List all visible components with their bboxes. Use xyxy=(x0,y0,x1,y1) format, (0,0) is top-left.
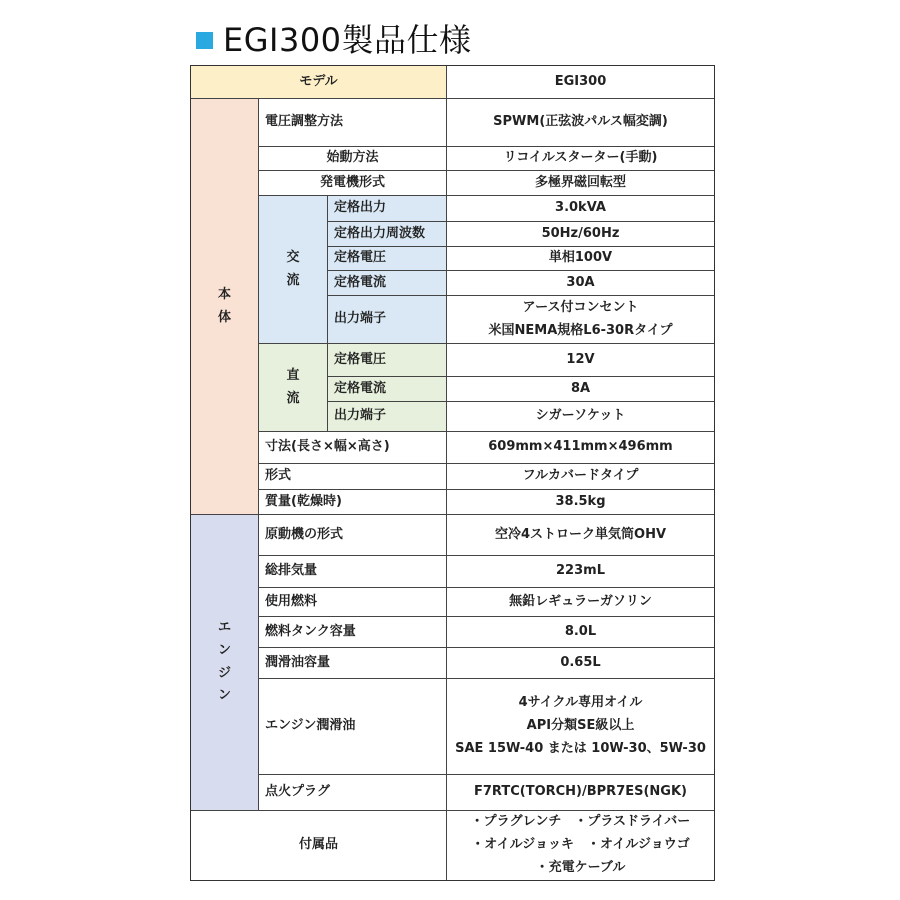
section-dc-label: 直 流 xyxy=(259,344,328,432)
row-dc-output-terminal-label: 出力端子 xyxy=(328,402,447,432)
row-spark-plug-value: F7RTC(TORCH)/BPR7ES(NGK) xyxy=(447,775,715,811)
row-fuel-label: 使用燃料 xyxy=(259,588,447,617)
row-generator-type-value: 多極界磁回転型 xyxy=(447,171,715,196)
row-tank-capacity-value: 8.0L xyxy=(447,617,715,648)
row-engine-oil-label: エンジン潤滑油 xyxy=(259,679,447,775)
row-fuel-value: 無鉛レギュラーガソリン xyxy=(447,588,715,617)
row-ac-rated-current-value: 30A xyxy=(447,271,715,296)
row-voltage-control-value: SPWM(正弦波パルス幅変調) xyxy=(447,99,715,147)
row-ac-rated-output-value: 3.0kVA xyxy=(447,196,715,222)
row-engine-type-label: 原動機の形式 xyxy=(259,515,447,556)
row-form-value: フルカバードタイプ xyxy=(447,464,715,490)
section-engine-label: エ ン ジ ン xyxy=(190,515,259,811)
row-generator-type-label: 発電機形式 xyxy=(259,171,447,196)
row-spark-plug-label: 点火プラグ xyxy=(259,775,447,811)
row-oil-capacity-label: 潤滑油容量 xyxy=(259,648,447,679)
row-ac-output-terminal-label: 出力端子 xyxy=(328,296,447,344)
title-bullet-icon xyxy=(196,32,213,49)
row-displacement-value: 223mL xyxy=(447,556,715,588)
model-value: EGI300 xyxy=(447,65,715,99)
model-label: モデル xyxy=(190,65,447,99)
row-oil-capacity-value: 0.65L xyxy=(447,648,715,679)
row-displacement-label: 総排気量 xyxy=(259,556,447,588)
row-dc-rated-current-value: 8A xyxy=(447,377,715,402)
row-engine-oil-value: 4サイクル専用オイル API分類SE級以上 SAE 15W-40 または 10W-30、5W-30 xyxy=(447,679,715,775)
row-tank-capacity-label: 燃料タンク容量 xyxy=(259,617,447,648)
row-voltage-control-label: 電圧調整方法 xyxy=(259,99,447,147)
row-dc-output-terminal-value: シガーソケット xyxy=(447,402,715,432)
row-dimensions-value: 609mm×411mm×496mm xyxy=(447,432,715,464)
spec-table xyxy=(190,65,715,881)
row-ac-rated-current-label: 定格電流 xyxy=(328,271,447,296)
row-accessories-value: ・プラグレンチ ・プラスドライバー ・オイルジョッキ ・オイルジョウゴ ・充電ケーブル xyxy=(447,811,715,881)
row-accessories-label: 付属品 xyxy=(190,811,447,881)
row-start-method-label: 始動方法 xyxy=(259,147,447,171)
row-form-label: 形式 xyxy=(259,464,447,490)
row-ac-rated-voltage-label: 定格電圧 xyxy=(328,247,447,271)
row-dc-rated-current-label: 定格電流 xyxy=(328,377,447,402)
row-dc-rated-voltage-value: 12V xyxy=(447,344,715,377)
row-ac-rated-frequency-label: 定格出力周波数 xyxy=(328,222,447,247)
row-ac-rated-frequency-value: 50Hz/60Hz xyxy=(447,222,715,247)
row-mass-label: 質量(乾燥時) xyxy=(259,490,447,515)
row-engine-type-value: 空冷4ストローク単気筒OHV xyxy=(447,515,715,556)
row-ac-output-terminal-value: アース付コンセント 米国NEMA規格L6-30Rタイプ xyxy=(447,296,715,344)
section-body-label: 本 体 xyxy=(190,99,259,515)
row-ac-rated-output-label: 定格出力 xyxy=(328,196,447,222)
page-title: EGI300製品仕様 xyxy=(223,21,472,59)
row-dimensions-label: 寸法(長さ×幅×高さ) xyxy=(259,432,447,464)
row-start-method-value: リコイルスターター(手動) xyxy=(447,147,715,171)
row-dc-rated-voltage-label: 定格電圧 xyxy=(328,344,447,377)
section-ac-label: 交 流 xyxy=(259,196,328,344)
page-title-bar xyxy=(196,14,472,62)
row-ac-rated-voltage-value: 単相100V xyxy=(447,247,715,271)
row-mass-value: 38.5kg xyxy=(447,490,715,515)
